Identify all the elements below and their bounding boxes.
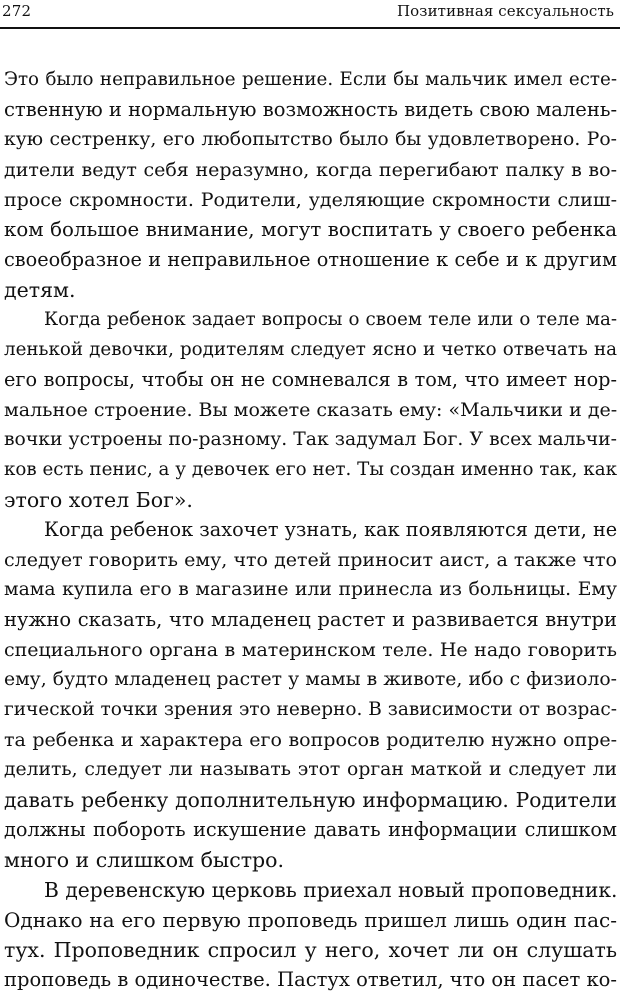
text-line: вочки устроены по-разному. Так задумал Бог. У всех мальчи- — [4, 429, 617, 450]
text-line: много и слишком быстро. — [4, 848, 285, 872]
running-title: Позитивная сексуальность — [396, 2, 614, 20]
text-line: проповедь в одиночестве. Пастух ответил, что он пасет ко- — [4, 968, 617, 991]
header-rule — [0, 27, 620, 29]
text-line: просе скромности. Родители, уделяющие скромности слиш- — [4, 189, 617, 211]
text-line: должны побороть искушение давать информации слишком — [4, 818, 617, 841]
text-line: гической точки зрения это неверно. В зависимости от возрас- — [4, 699, 618, 720]
text-line: делить, следует ли называть этот орган маткой и следует ли — [4, 759, 617, 780]
text-line: В деревенскую церковь приехал новый проповедник. — [44, 878, 618, 902]
text-line: ему, будто младенец растет у мамы в животе, ибо с физиоло- — [4, 669, 617, 690]
text-line: Когда ребенок захочет узнать, как появляются дети, не — [44, 518, 618, 541]
text-line: кую сестренку, его любопытство было бы удовлетворено. Ро- — [4, 129, 617, 150]
text-line: следует говорить ему, что детей приносит аист, а также что — [4, 549, 617, 571]
text-line: Это было неправильное решение. Если бы мальчик имел есте- — [4, 69, 617, 90]
text-line: ком большое внимание, могут воспитать у своего ребенка — [4, 218, 617, 241]
text-line: специального органа в материнском теле. Не надо говорить — [4, 639, 617, 661]
text-line: мальное строение. Вы можете сказать ему: «Мальчики и де- — [4, 399, 618, 421]
text-line: давать ребенку дополнительную информацию. Родители — [4, 788, 617, 812]
page-number: 272 — [2, 2, 32, 20]
text-line: та ребенка и характера его вопросов родителю нужно опре- — [4, 729, 617, 751]
text-line: Однако на его первую проповедь пришел лишь один пас- — [4, 908, 617, 932]
text-line: ственную и нормальную возможность видеть свою малень- — [4, 98, 618, 121]
text-line: его вопросы, чтобы он не сомневался в том, что имеет нор- — [4, 368, 617, 391]
text-line: этого хотел Бог». — [4, 488, 193, 512]
page-header — [0, 0, 620, 30]
text-line: Когда ребенок задает вопросы о своем теле или о теле ма- — [44, 309, 617, 330]
text-line: мама купила его в магазине или принесла из больницы. Ему — [4, 579, 617, 600]
text-line: нужно сказать, что младенец растет и развивается внутри — [4, 608, 617, 631]
text-line: ленькой девочки, родителям следует ясно и четко отвечать на — [4, 339, 617, 360]
text-line: своеобразное и неправильное отношение к себе и к другим — [4, 248, 617, 271]
text-line: ков есть пенис, а у девочек его нет. Ты создан именно так, как — [4, 459, 617, 480]
text-line: детям. — [4, 278, 76, 302]
text-line: дители ведут себя неразумно, когда перегибают палку в во- — [4, 159, 617, 181]
text-line: тух. Проповедник спросил у него, хочет ли он слушать — [4, 938, 617, 962]
